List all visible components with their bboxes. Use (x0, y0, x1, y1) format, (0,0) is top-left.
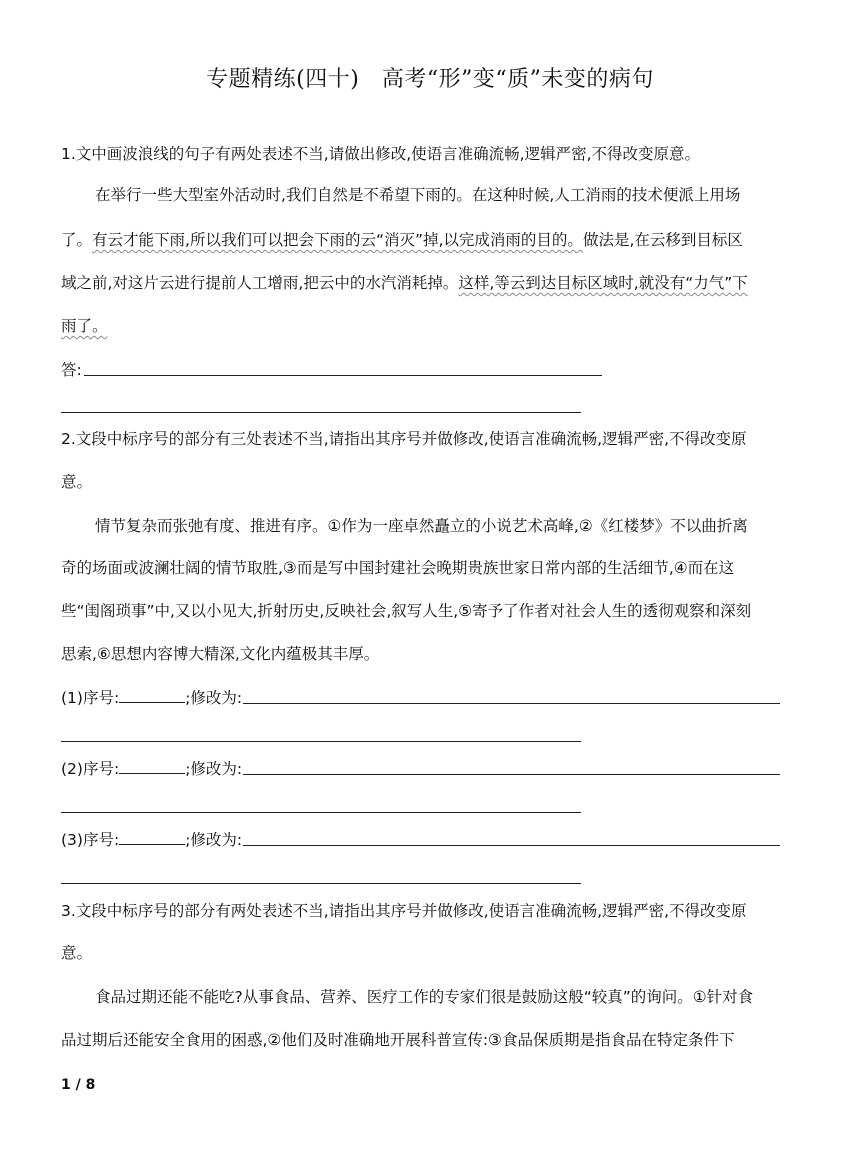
question-1-passage-line-1: 在举行一些大型室外活动时,我们自然是不希望下雨的。在这种时候,人工消雨的技术便派上用场 (95, 186, 741, 204)
question-2-passage-line-2: 奇的场面或波澜壮阔的情节取胜,③而是写中国封建社会晚期贵族世家日常内部的生活细节,④而在这 (61, 559, 735, 577)
sequence-label: (3)序号: (61, 831, 120, 849)
revise-label: ;修改为: (185, 689, 243, 707)
question-3-prompt-line-1: 3.文段中标序号的部分有两处表述不当,请指出其序号并做修改,使语言准确流畅,逻辑严密,不得改变原 (61, 902, 747, 920)
sequence-blank[interactable] (119, 688, 185, 703)
question-1-passage-line-4 (61, 315, 108, 337)
question-1-passage-line-2 (61, 229, 743, 251)
answer-item-1 (61, 687, 242, 709)
sequence-blank[interactable] (119, 830, 185, 845)
sequence-label: (1)序号: (61, 689, 120, 707)
wavy-underlined-sentence: 雨了。 (61, 317, 108, 335)
revise-label: ;修改为: (185, 831, 243, 849)
answer-line[interactable] (61, 812, 581, 813)
question-2-prompt-line-1: 2.文段中标序号的部分有三处表述不当,请指出其序号并做修改,使语言准确流畅,逻辑严密,不得改变原 (61, 430, 747, 448)
answer-line[interactable] (61, 883, 581, 884)
question-2-passage-line-4: 思索,⑥思想内容博大精深,文化内蕴极其丰厚。 (61, 645, 380, 663)
question-2-passage-line-3: 些“闺阁琐事”中,又以小见大,折射历史,反映社会,叙写人生,⑤寄予了作者对社会人生的透彻观察和深刻 (61, 602, 752, 620)
answer-item-3 (61, 829, 242, 851)
question-2-prompt-line-2: 意。 (61, 473, 93, 491)
revision-line[interactable] (243, 703, 780, 704)
answer-label: 答: (61, 361, 82, 379)
question-2-passage-line-1: 情节复杂而张弛有度、推进有序。①作为一座卓然矗立的小说艺术高峰,②《红楼梦》不以曲折离 (95, 517, 748, 535)
page-indicator: 1 / 8 (61, 1077, 96, 1093)
question-3-passage-line-1: 食品过期还能不能吃?从事食品、营养、医疗工作的专家们很是鼓励这般“较真”的询问。①针对食 (95, 988, 754, 1006)
wavy-underlined-sentence: 有云才能下雨,所以我们可以把会下雨的云“消灭”掉,以完成消雨的目的。 (92, 231, 583, 249)
answer-item-2 (61, 758, 242, 780)
question-1-passage-line-3 (61, 272, 748, 294)
sequence-blank[interactable] (119, 759, 185, 774)
passage-text: 域之前,对这片云进行提前人工增雨,把云中的水汽消耗掉。 (61, 274, 459, 292)
sequence-label: (2)序号: (61, 760, 120, 778)
answer-line[interactable] (84, 375, 602, 376)
question-1-prompt: 1.文中画波浪线的句子有两处表述不当,请做出修改,使语言准确流畅,逻辑严密,不得改变原意。 (61, 145, 700, 163)
answer-line[interactable] (61, 412, 581, 413)
question-3-prompt-line-2: 意。 (61, 944, 93, 962)
passage-text: 了。 (61, 231, 93, 249)
answer-line[interactable] (61, 741, 581, 742)
revision-line[interactable] (243, 774, 780, 775)
revision-line[interactable] (243, 845, 780, 846)
passage-text: 做法是,在云移到目标区 (582, 231, 743, 249)
question-3-passage-line-2: 品过期后还能安全食用的困惑,②他们及时准确地开展科普宣传:③食品保质期是指食品在特定条件下 (61, 1031, 735, 1049)
revise-label: ;修改为: (185, 760, 243, 778)
page-title: 专题精练(四十) 高考“形”变“质”未变的病句 (206, 67, 654, 92)
wavy-underlined-sentence: 这样,等云到达目标区域时,就没有“力气”下 (458, 274, 748, 292)
